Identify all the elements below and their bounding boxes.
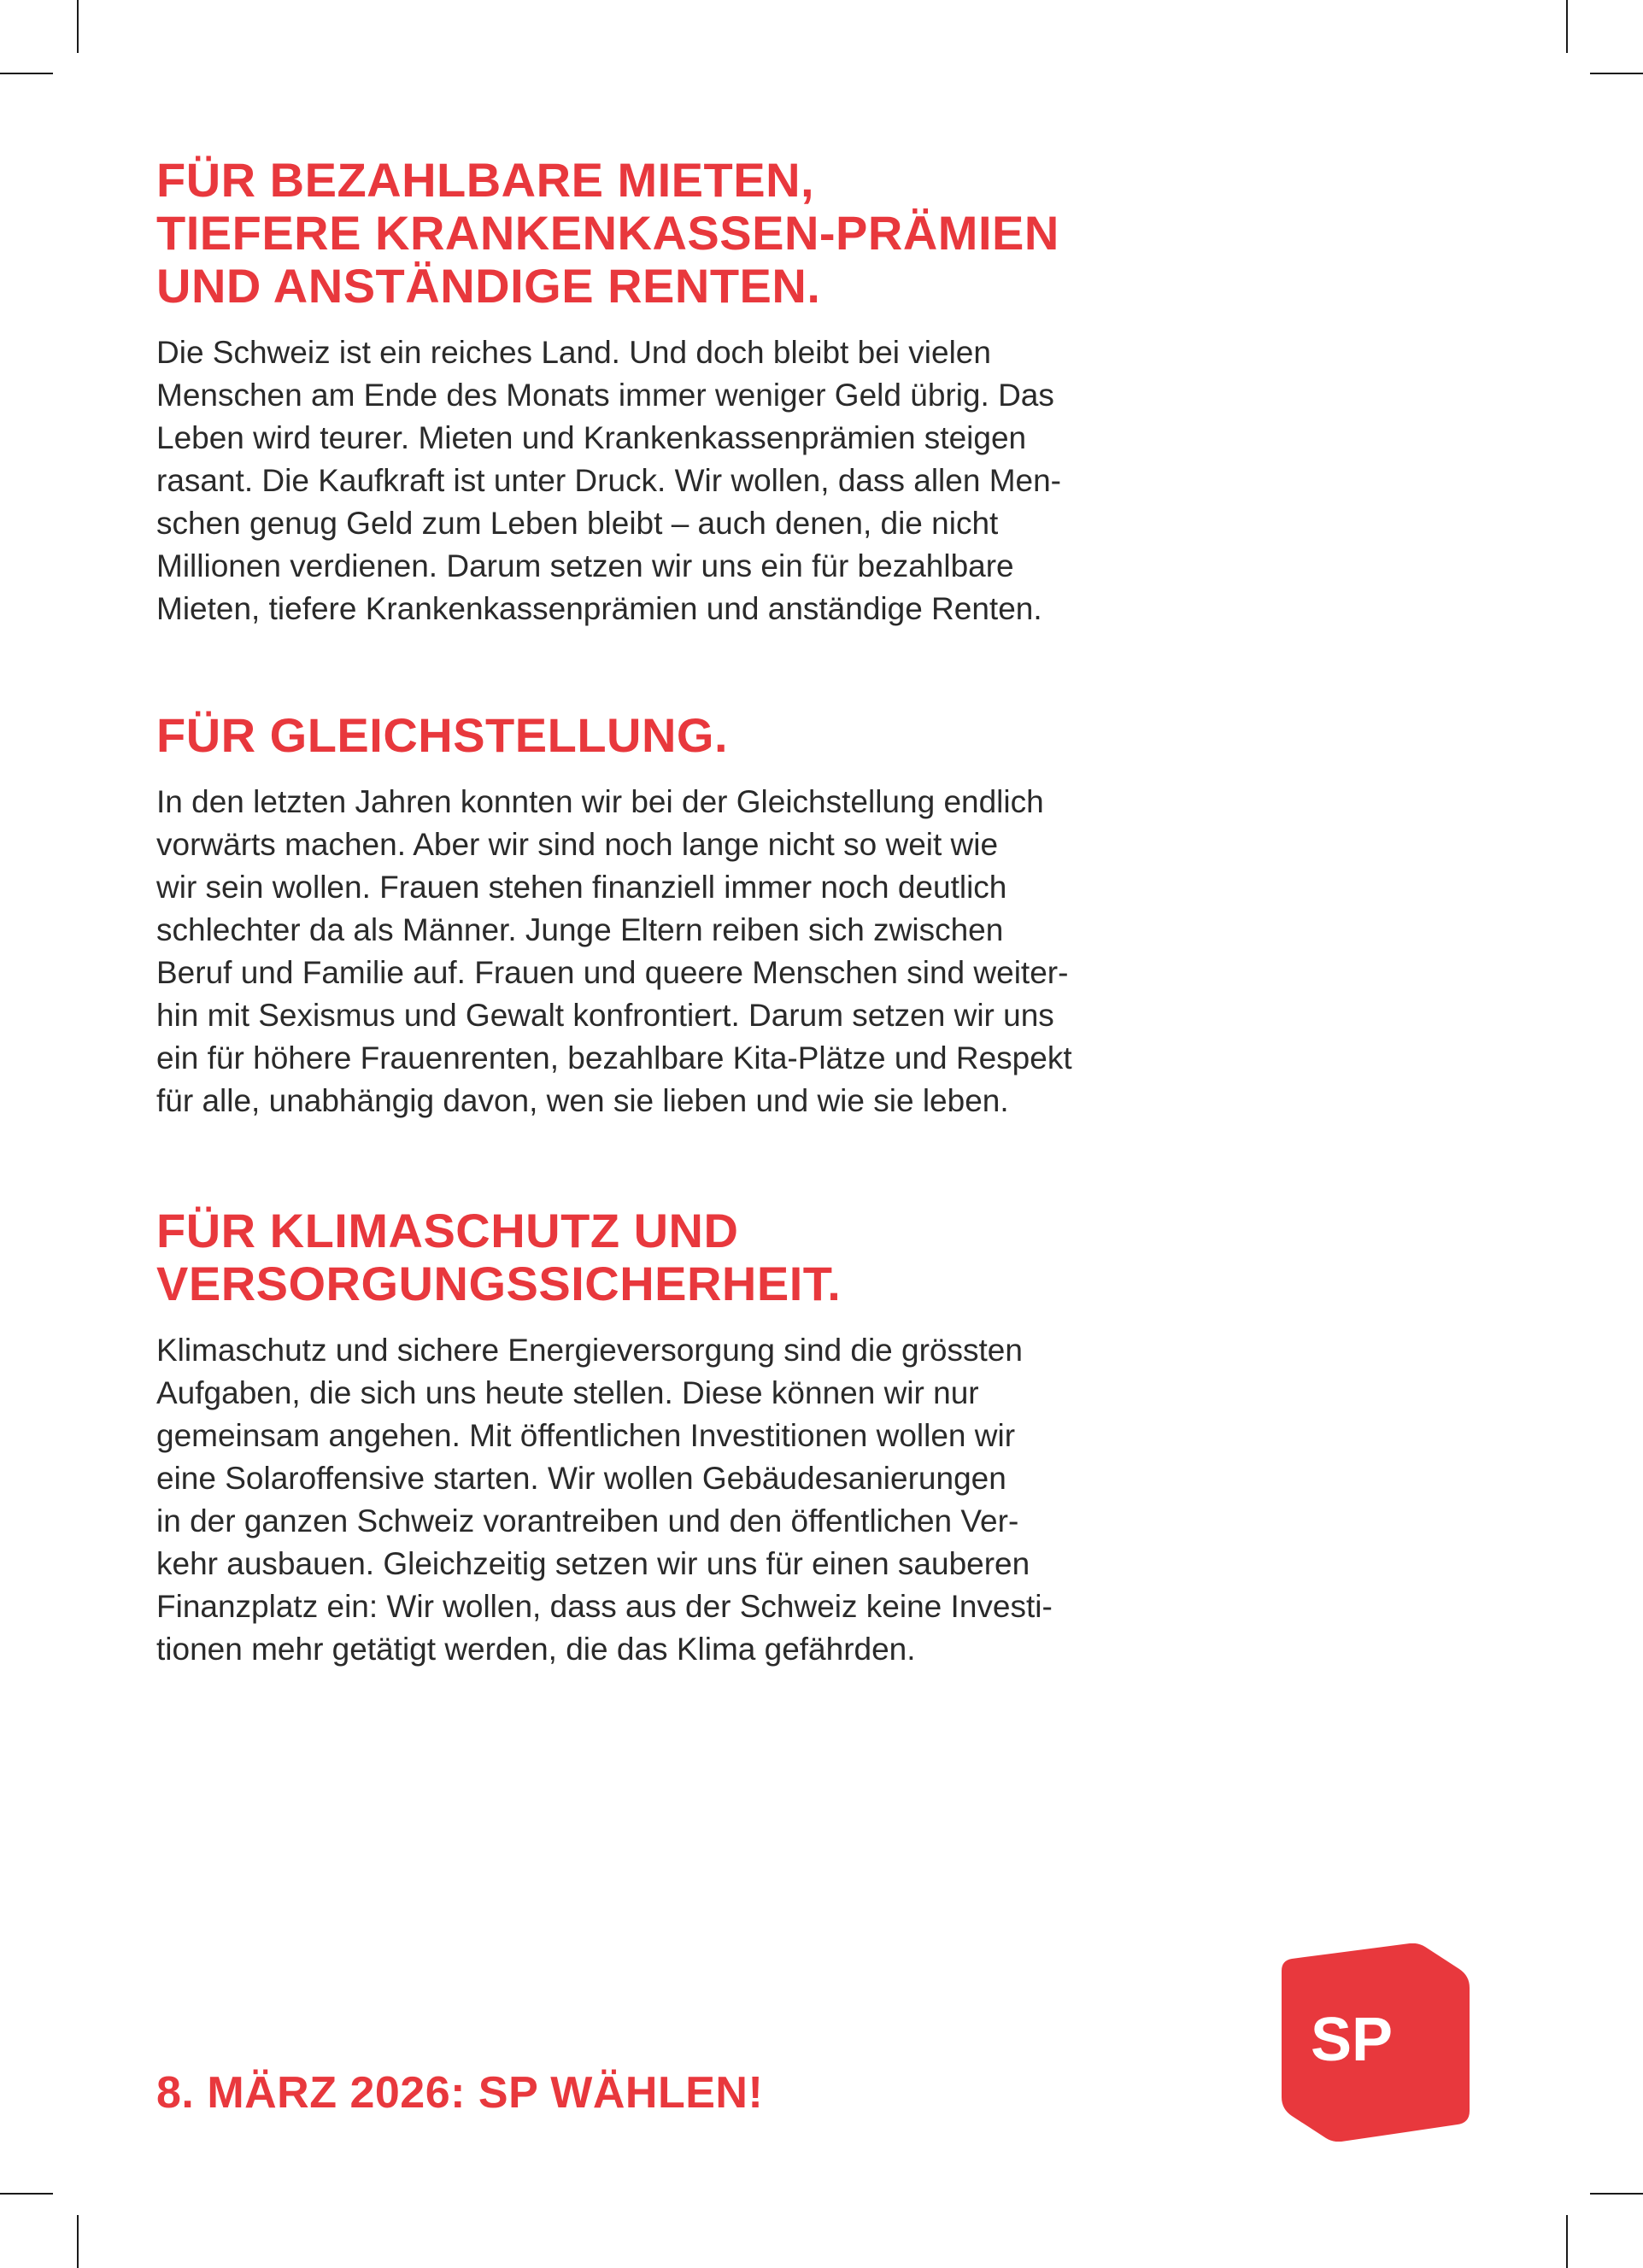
- sp-logo: [1282, 1943, 1470, 2142]
- section-heading: [156, 1204, 1053, 1310]
- body-line: In den letzten Jahren konnten wir bei der Gleichstellung endlich: [156, 784, 1044, 819]
- section-body: [156, 781, 1072, 1122]
- crop-mark-bottom-right-vertical: [1566, 2215, 1568, 2268]
- body-line: wir sein wollen. Frauen stehen finanziell immer noch deutlich: [156, 870, 1007, 905]
- heading-line: UND ANSTÄNDIGE RENTEN.: [156, 259, 821, 313]
- body-line: Mieten, tiefere Krankenkassenprämien und anständige Renten.: [156, 591, 1042, 626]
- section-heading: [156, 154, 1061, 313]
- body-line: tionen mehr getätigt werden, die das Klima gefährden.: [156, 1632, 916, 1667]
- sp-logo-text: SP: [1310, 2006, 1394, 2074]
- crop-mark-bottom-left-vertical: [77, 2215, 79, 2268]
- body-line: Beruf und Familie auf. Frauen und queere Menschen sind weiter-: [156, 955, 1069, 990]
- body-line: Millionen verdienen. Darum setzen wir uns ein für bezahlbare: [156, 548, 1014, 583]
- body-line: in der ganzen Schweiz vorantreiben und den öffentlichen Ver-: [156, 1503, 1019, 1538]
- body-line: für alle, unabhängig davon, wen sie lieben und wie sie leben.: [156, 1083, 1009, 1118]
- body-line: kehr ausbauen. Gleichzeitig setzen wir uns für einen sauberen: [156, 1546, 1030, 1581]
- heading-line: FÜR KLIMASCHUTZ UND: [156, 1204, 739, 1257]
- crop-mark-top-left-horizontal: [0, 73, 53, 74]
- body-line: rasant. Die Kaufkraft ist unter Druck. Wir wollen, dass allen Men-: [156, 463, 1061, 498]
- body-line: schlechter da als Männer. Junge Eltern reiben sich zwischen: [156, 912, 1004, 947]
- body-line: hin mit Sexismus und Gewalt konfrontiert. Darum setzen wir uns: [156, 998, 1054, 1033]
- heading-line: FÜR BEZAHLBARE MIETEN,: [156, 153, 815, 207]
- heading-line: FÜR GLEICHSTELLUNG.: [156, 708, 729, 762]
- heading-line: VERSORGUNGSSICHERHEIT.: [156, 1257, 842, 1310]
- crop-mark-top-left-vertical: [77, 0, 79, 53]
- section-body: [156, 331, 1061, 630]
- section-body: [156, 1329, 1053, 1671]
- body-line: ein für höhere Frauenrenten, bezahlbare Kita-Plätze und Respekt: [156, 1040, 1072, 1075]
- body-line: eine Solaroffensive starten. Wir wollen Gebäudesanierungen: [156, 1461, 1006, 1496]
- body-line: gemeinsam angehen. Mit öffentlichen Investitionen wollen wir: [156, 1418, 1016, 1453]
- crop-mark-top-right-vertical: [1566, 0, 1568, 53]
- crop-mark-bottom-left-horizontal: [0, 2193, 53, 2195]
- body-line: Die Schweiz ist ein reiches Land. Und doch bleibt bei vielen: [156, 335, 991, 370]
- body-line: schen genug Geld zum Leben bleibt – auch denen, die nicht: [156, 506, 999, 541]
- body-line: Aufgaben, die sich uns heute stellen. Diese können wir nur: [156, 1375, 979, 1410]
- section-equality: [156, 709, 1072, 1122]
- section-climate: [156, 1204, 1053, 1671]
- footer-slogan: 8. MÄRZ 2026: SP WÄHLEN!: [156, 2068, 764, 2118]
- body-line: Finanzplatz ein: Wir wollen, dass aus der Schweiz keine Investi-: [156, 1589, 1053, 1624]
- body-line: Klimaschutz und sichere Energieversorgung sind die grössten: [156, 1333, 1023, 1368]
- body-line: vorwärts machen. Aber wir sind noch lange nicht so weit wie: [156, 827, 999, 862]
- section-heading: [156, 709, 1072, 762]
- crop-mark-bottom-right-horizontal: [1590, 2193, 1643, 2195]
- heading-line: TIEFERE KRANKENKASSEN-PRÄMIEN: [156, 206, 1059, 260]
- crop-mark-top-right-horizontal: [1590, 73, 1643, 74]
- body-line: Menschen am Ende des Monats immer weniger Geld übrig. Das: [156, 378, 1054, 413]
- body-line: Leben wird teurer. Mieten und Krankenkassenprämien steigen: [156, 420, 1027, 455]
- section-affordability: [156, 154, 1061, 630]
